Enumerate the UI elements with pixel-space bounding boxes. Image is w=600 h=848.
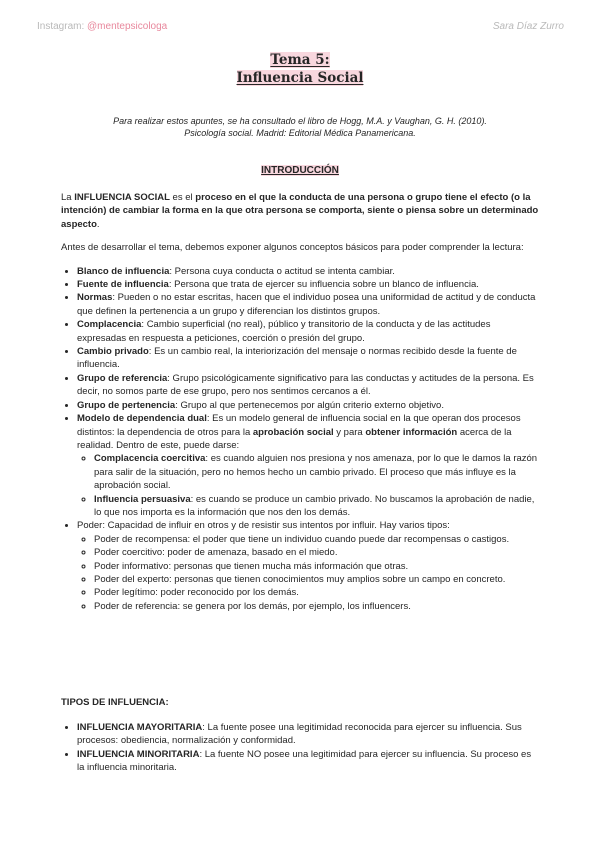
sub-list-item-term: Complacencia coercitiva — [94, 453, 206, 465]
definition-term: INFLUENCIA SOCIAL — [74, 192, 170, 203]
list-item-text: : Pueden o no estar escritas, hacen que el individuo posea una uniformidad de actitud y de conducta que definen la pertenencia a un grupo y diferencian los distintos grupos. — [77, 292, 536, 317]
list-item-text: : La fuente NO posee una legitimidad para ejercer su influencia. Su proceso es la influencia minoritaria. — [77, 748, 532, 774]
sub-list-item — [94, 452, 539, 492]
list-item-term: INFLUENCIA MINORITARIA — [77, 748, 200, 760]
list-item-text: : Persona que trata de ejercer su influencia sobre un blanco de influencia. — [168, 279, 479, 291]
section-heading-intro-text: INTRODUCCIÓN — [261, 165, 339, 176]
sub-list-item: ◦ Poder de recompensa: el poder que tiene un individuo cuando puede dar recompensas o castigos. — [94, 533, 539, 546]
list-item-text: : Grupo al que pertenecemos por algún criterio externo objetivo. — [175, 399, 444, 411]
sub-list-item: ◦ Poder coercitivo: poder de amenaza, basado en el miedo. — [94, 546, 539, 559]
sub-list-item-text: : es cuando alguien nos presiona y nos amenaza, por lo que le damos la razón para salir de la situación, pero no hemos hecho un cambio privado. El proceso que más influye es la aprobación social. — [94, 453, 538, 492]
dual-model-sublist — [77, 452, 539, 519]
list-item-text: : Es un modelo general de influencia social en la que operan dos procesos distintos: la dependencia de otros para la — [77, 413, 521, 438]
list-item-text: : La fuente posee una legitimidad reconocida para ejercer su influencia. Sus procesos: obediencia, normalización y conformidad. — [77, 722, 522, 747]
list-item — [77, 291, 539, 318]
list-item-text: : Es un cambio real, la interiorización del mensaje o normas recibido desde la fuente de influencia. — [77, 346, 517, 371]
instagram-label: Instagram: — [37, 21, 85, 32]
list-item-text: : Grupo psicológicamente significativo para las conductas y actitudes de la persona. Es decir, no somos parte de ese grupo, pero nos sentimos cercanos a él. — [77, 372, 534, 398]
title-line-2-text: Influencia Social — [236, 70, 364, 86]
list-item-term: Fuente de influencia — [77, 279, 169, 291]
lead-paragraph: Antes de desarrollar el tema, debemos exponer algunos conceptos básicos para poder comprender la lectura: — [61, 242, 524, 254]
definition-paragraph — [61, 191, 539, 231]
list-item-term: Complacencia — [77, 319, 142, 331]
source-note: Para realizar estos apuntes, se ha consultado el libro de Hogg, M.A. y Vaughan, G. H. (2010). Psicología social. Madrid: Editorial Médica Panamericana. — [113, 116, 487, 138]
list-item-text: : Cambio superficial (no real), público y transitorio de la conducta y de las actitudes expresadas en respuesta a peticiones, coerción o presión del grupo. — [77, 319, 491, 344]
instagram-handle: @mentepsicologa — [87, 21, 168, 32]
list-item — [77, 748, 539, 775]
list-item-text: Poder: Capacidad de influir en otros y de resistir sus intentos por influir. Hay varios tipos: — [77, 520, 450, 532]
types-list — [61, 721, 539, 775]
list-item-term: Blanco de influencia — [77, 265, 170, 277]
definition-prefix: La — [61, 192, 75, 203]
list-item — [77, 318, 539, 345]
list-item-bold: obtener información — [365, 426, 458, 438]
sub-list-item: ◦ Poder de referencia: se genera por los demás, por ejemplo, los influencers. — [94, 600, 539, 613]
list-item-term: Grupo de referencia — [77, 372, 168, 384]
page-header-author: Sara Díaz Zurro — [492, 21, 564, 32]
list-item — [77, 372, 539, 399]
sub-list-item — [94, 493, 539, 520]
sub-list-item: ◦ Poder informativo: personas que tienen mucha más información que otras. — [94, 560, 539, 573]
list-item-term: Cambio privado — [77, 346, 149, 358]
types-content — [61, 721, 539, 775]
title-line-1-text: Tema 5: — [270, 52, 330, 68]
list-item-term: Normas — [77, 292, 113, 304]
list-item — [77, 721, 539, 748]
poder-sublist — [77, 533, 539, 613]
list-item-term: Modelo de dependencia dual — [77, 413, 207, 425]
list-item-dual-model — [77, 412, 539, 519]
list-item-poder — [77, 519, 539, 613]
intro-content — [61, 191, 539, 613]
list-item — [77, 399, 539, 412]
title-line-1 — [0, 52, 600, 68]
list-item — [77, 345, 539, 372]
list-item-text: : Persona cuya conducta o actitud se intenta cambiar. — [169, 265, 395, 277]
list-item-bold: aprobación social — [252, 426, 334, 438]
list-item — [77, 265, 539, 278]
section-heading-intro — [0, 165, 600, 176]
list-item-text: acerca de la realidad. Dentro de este, puede darse: — [77, 426, 512, 451]
sub-list-item-term: Influencia persuasiva — [94, 493, 191, 505]
sub-list-item: ◦ Poder del experto: personas que tienen conocimientos muy amplios sobre un campo en concreto. — [94, 573, 539, 586]
concepts-list — [61, 265, 539, 614]
list-item-text: y para — [333, 426, 366, 438]
sub-list-item-text: : es cuando se produce un cambio privado. No buscamos la aprobación de nadie, lo que nos importa es la información que nos den los demás. — [94, 493, 535, 518]
definition-bold: proceso en el que la conducta de una persona o grupo tiene el efecto (o la intención) de cambiar la forma en la que otra persona se comporta, siente o piensa sobre un determinado aspecto — [61, 192, 539, 230]
title-line-2 — [0, 70, 600, 86]
definition-mid: es el — [169, 192, 196, 203]
section-heading-types: TIPOS DE INFLUENCIA: — [61, 697, 169, 708]
list-item-term: INFLUENCIA MAYORITARIA — [77, 722, 203, 733]
list-item-term: Grupo de pertenencia — [77, 399, 176, 411]
page-header-instagram — [37, 21, 167, 32]
sub-list-item: ◦ Poder legítimo: poder reconocido por los demás. — [94, 586, 539, 599]
list-item — [77, 278, 539, 291]
definition-end: . — [96, 218, 100, 230]
